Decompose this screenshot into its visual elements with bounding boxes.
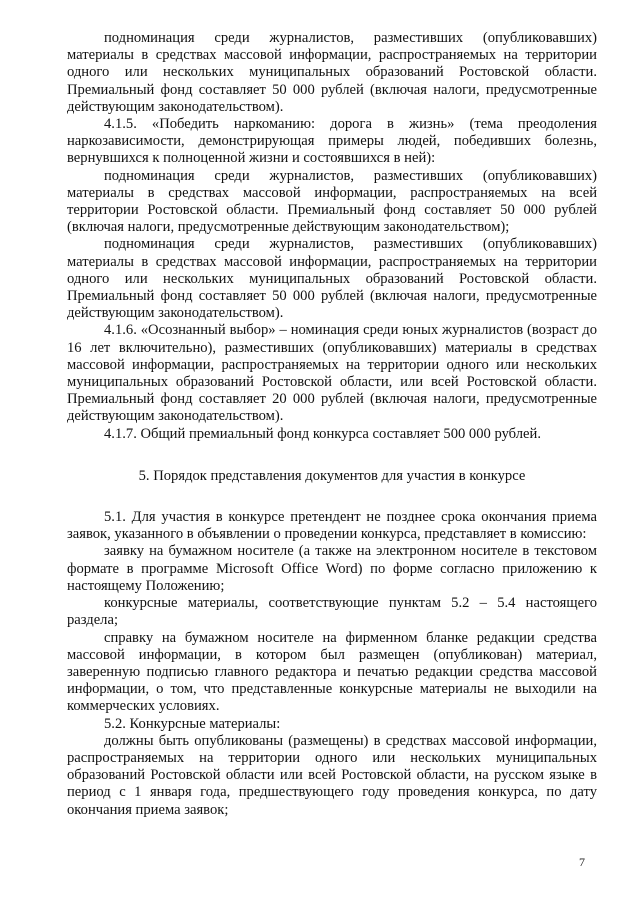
- document-page: [67, 30, 597, 819]
- paragraph-4-1-7-total-fund: 4.1.7. Общий премиальный фонд конкурса составляет 500 000 рублей.: [104, 425, 541, 442]
- paragraph-certificate: справку на бумажном носителе на фирменном бланке редакции средства массовой информации, в котором был размещен (опубликован) материал, заверенную подписью главного редактора и печатью редакции средства массовой информации, о том, что представленные конкурсные материалы не выходили на коммерческих условиях.: [67, 629, 597, 715]
- paragraph-publication-requirements: должны быть опубликованы (размещены) в средствах массовой информации, распространяемых на территории одного или нескольких муниципальных образований Ростовской области или всей Ростовской области, на русском языке в период с 1 января года, предшествующего году проведения конкурса, по дату окончания приема заявок;: [67, 732, 597, 818]
- paragraph-5-1: 5.1. Для участия в конкурсе претендент не позднее срока окончания приема заявок, указанного в объявлении о проведении конкурса, представляет в комиссию:: [67, 509, 597, 543]
- paragraph-application-form: заявку на бумажном носителе (а также на электронном носителе в текстовом формате в программе Microsoft Office Word) по форме согласно приложению к настоящему Положению;: [67, 543, 597, 594]
- paragraph-subnomination-municipal-2: подноминация среди журналистов, разместивших (опубликовавших) материалы в средствах массовой информации, распространяемых на территории одного или нескольких муниципальных образований Ростовской области. Премиальный фонд составляет 50 000 рублей (включая налоги, предусмотренные действующим законодательством).: [67, 236, 597, 322]
- page-number: 7: [579, 855, 585, 869]
- paragraph-competition-materials: конкурсные материалы, соответствующие пунктам 5.2 – 5.4 настоящего раздела;: [67, 595, 597, 629]
- section-heading: 5. Порядок представления документов для участия в конкурсе: [138, 467, 526, 484]
- paragraph-subnomination-municipal-1: подноминация среди журналистов, разместивших (опубликовавших) материалы в средствах массовой информации, распространяемых на территории одного или нескольких муниципальных образований Ростовской области. Премиальный фонд составляет 50 000 рублей (включая налоги, предусмотренные действующим законодательством).: [67, 30, 597, 115]
- paragraph-nomination-4-1-5: 4.1.5. «Победить наркоманию: дорога в жизнь» (тема преодоления наркозависимости, демонстрирующая примеры людей, победивших болезнь, вернувшихся к полноценной жизни и состоявшихся в ней):: [67, 116, 597, 167]
- paragraph-5-2: 5.2. Конкурсные материалы:: [104, 715, 281, 732]
- paragraph-subnomination-regional: подноминация среди журналистов, разместивших (опубликовавших) материалы в средствах массовой информации, распространяемых на всей территории Ростовской области. Премиальный фонд составляет 50 000 рублей (включая налоги, предусмотренные действующим законодательством);: [67, 167, 597, 236]
- paragraph-nomination-4-1-6: 4.1.6. «Осознанный выбор» – номинация среди юных журналистов (возраст до 16 лет включительно), разместивших (опубликовавших) материалы в средствах массовой информации, распространяемых на территории одного или нескольких муниципальных образований Ростовской области, или всей Ростовской области. Премиальный фонд составляет 20 000 рублей (включая налоги, предусмотренные действующим законодательством).: [67, 322, 597, 425]
